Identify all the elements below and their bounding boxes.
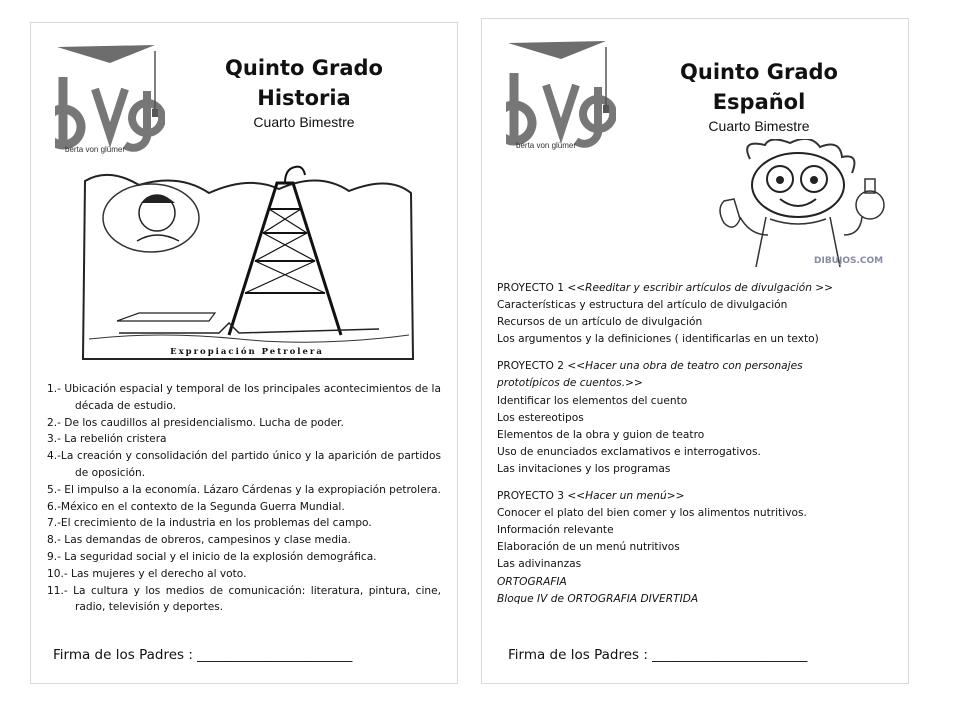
- grade-title: Quinto Grado: [680, 60, 838, 84]
- ortografia-label: ORTOGRAFIA: [497, 575, 567, 588]
- school-logo: [55, 41, 165, 159]
- bloque-label: Bloque IV de ORTOGRAFIA DIVERTIDA: [497, 592, 699, 605]
- project-heading: PROYECTO 3 <<Hacer un menú>>: [497, 490, 685, 503]
- project-item: Conocer el plato del bien comer y los alimentos nutritivos.: [497, 507, 807, 520]
- project-item: Las invitaciones y los programas: [497, 462, 671, 475]
- project-item: Identificar los elementos del cuento: [497, 394, 688, 407]
- topic-item: 9.- La seguridad social y el inicio de la explosión demográfica.: [47, 550, 377, 563]
- topic-item: 1.- Ubicación espacial y temporal de los principales acontecimientos de la década de estudio.: [47, 383, 441, 412]
- topic-item: 5.- El impulso a la economía. Lázaro Cárdenas y la expropiación petrolera.: [47, 483, 441, 496]
- project-item: Características y estructura del artículo de divulgación: [497, 299, 788, 312]
- oil-rig-icon: [79, 163, 417, 363]
- topic-item: 10.- Las mujeres y el derecho al voto.: [47, 567, 247, 580]
- topic-item: 7.-El crecimiento de la industria en los problemas del campo.: [47, 517, 372, 530]
- parent-signature-line[interactable]: Firma de los Padres : _______________________: [508, 647, 808, 663]
- topic-item: 2.- De los caudillos al presidencialismo. Lucha de poder.: [47, 416, 344, 429]
- topics-list: [47, 381, 441, 616]
- projects-section: [497, 280, 897, 608]
- project-item: Los estereotipos: [497, 411, 584, 424]
- grade-title: Quinto Grado: [225, 56, 383, 80]
- project-item: Las adivinanzas: [497, 558, 582, 571]
- title-block: [656, 57, 862, 135]
- project-item: Elementos de la obra y guion de teatro: [497, 428, 705, 441]
- project-heading: PROYECTO 2 <<Hacer una obra de teatro con personajes: [497, 360, 803, 373]
- project-heading: PROYECTO 1 <<Reeditar y escribir artículos de divulgación >>: [497, 282, 834, 294]
- topic-item: 4.-La creación y consolidación del partido único y la aparición de partidos de oposición.: [47, 450, 441, 479]
- topic-item: 3.- La rebelión cristera: [47, 433, 167, 446]
- topic-item: 6.-México en el contexto de la Segunda Guerra Mundial.: [47, 500, 345, 513]
- project-item: Los argumentos y la definiciones ( identificarlas en un texto): [497, 333, 819, 346]
- project-item: Recursos de un artículo de divulgación: [497, 316, 703, 329]
- term-word: Bimestre: [754, 118, 810, 134]
- bvg-logo-icon: [506, 37, 616, 155]
- project-heading-cont: prototípicos de cuentos.>>: [497, 377, 643, 390]
- subject-title: Español: [712, 90, 806, 114]
- project-item: Elaboración de un menú nutritivos: [497, 541, 680, 554]
- parent-signature-line[interactable]: Firma de los Padres : _______________________: [53, 647, 353, 663]
- history-panel: [30, 22, 458, 684]
- term-word: Cuarto: [708, 118, 751, 134]
- school-logo: [506, 37, 616, 155]
- svg-text:DIBUJOS.COM: DIBUJOS.COM: [814, 256, 884, 266]
- project-item: Información relevante: [497, 524, 614, 537]
- oil-expropriation-illustration: [79, 163, 417, 368]
- subject-title: Historia: [257, 86, 351, 110]
- logo-subtitle: berta von glümer: [516, 141, 577, 150]
- project-item: Uso de enunciados exclamativos e interrogativos.: [497, 445, 761, 458]
- title-block: [201, 53, 407, 131]
- mad-scientist-icon: [710, 139, 896, 269]
- bvg-logo-icon: [55, 41, 165, 159]
- topic-item: 8.- Las demandas de obreros, campesinos y clase media.: [47, 534, 351, 547]
- term-label: [656, 117, 862, 135]
- spanish-panel: [481, 18, 909, 684]
- scientist-illustration: [710, 139, 896, 274]
- logo-subtitle: berta von glümer: [65, 145, 126, 154]
- illustration-caption: Expropiación Petrolera: [170, 347, 324, 357]
- term-label: Cuarto Bimestre: [253, 114, 355, 130]
- topic-item: 11.- La cultura y los medios de comunicación: literatura, pintura, cine, radio, televisión y deportes.: [47, 584, 441, 614]
